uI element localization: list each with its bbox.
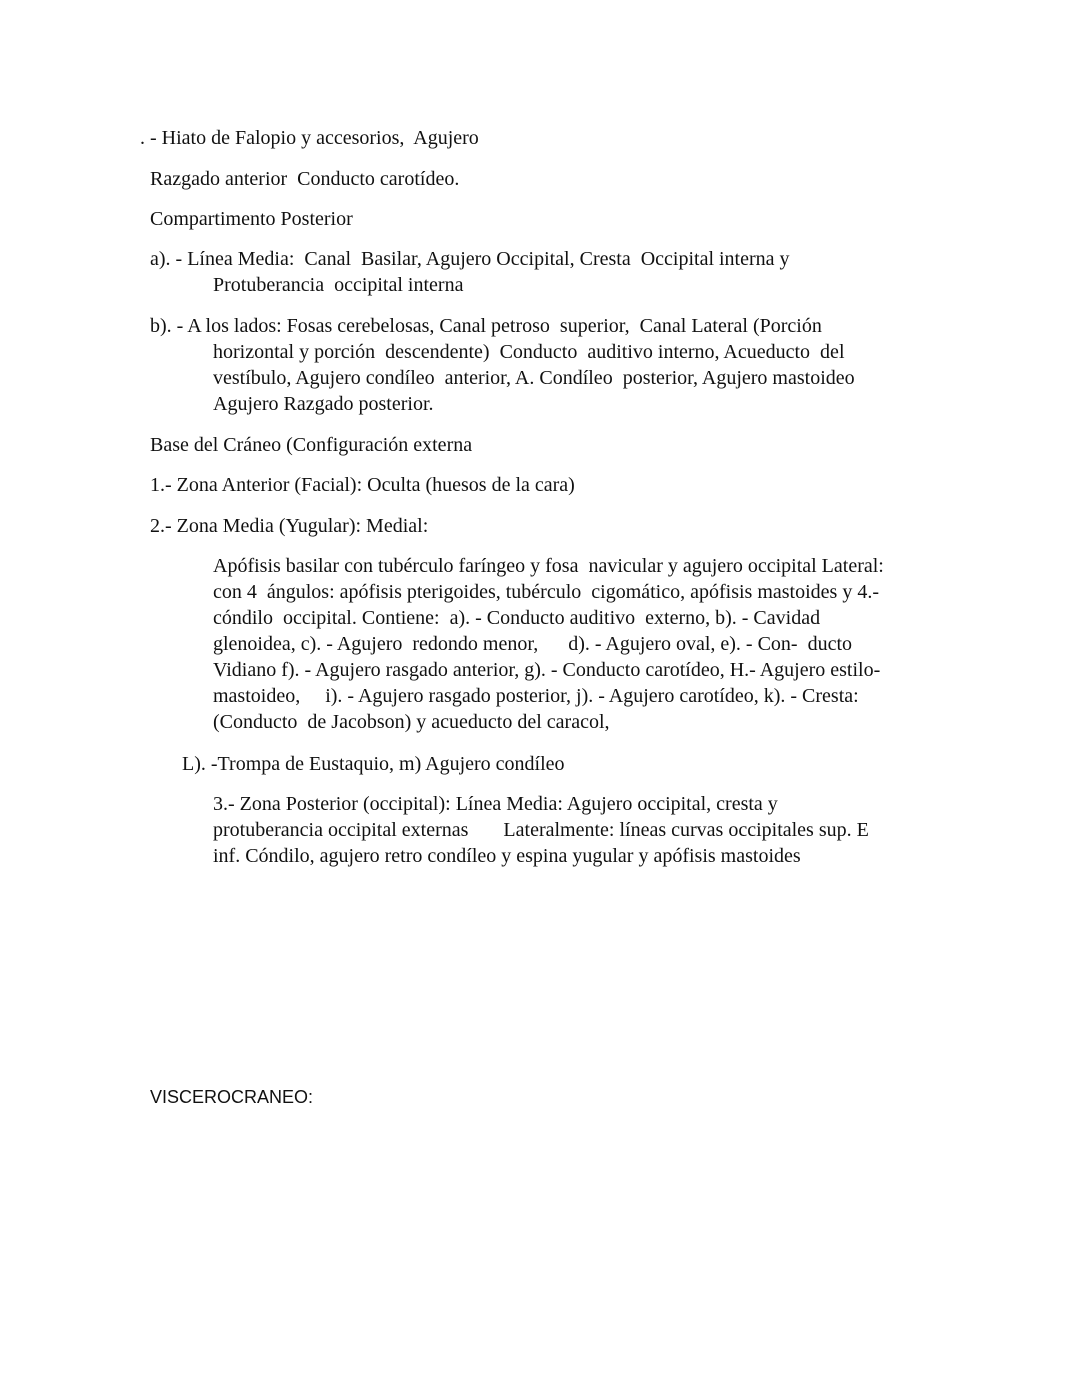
text-line: . - Hiato de Falopio y accesorios, Agujero: [140, 127, 479, 149]
text-line: Razgado anterior Conducto carotídeo.: [150, 168, 460, 190]
section-heading: Base del Cráneo (Configuración externa: [150, 434, 473, 456]
text-line: 2.- Zona Media (Yugular): Medial:: [150, 515, 429, 537]
text-line: (Conducto de Jacobson) y acueducto del caracol,: [213, 711, 610, 733]
text-line: mastoideo, i). - Agujero rasgado posterior, j). - Agujero carotídeo, k). - Cresta:: [213, 685, 859, 707]
section-heading-viscerocraneo: VISCEROCRANEO:: [150, 1087, 314, 1107]
text-line: protuberancia occipital externas Lateralmente: líneas curvas occipitales sup. E: [213, 819, 869, 841]
text-line: L). -Trompa de Eustaquio, m) Agujero condíleo: [182, 753, 565, 775]
section-heading: Compartimento Posterior: [150, 208, 353, 230]
text-line: vestíbulo, Agujero condíleo anterior, A. Condíleo posterior, Agujero mastoideo: [213, 367, 855, 389]
text-line: Protuberancia occipital interna: [213, 274, 464, 296]
text-line: horizontal y porción descendente) Conducto auditivo interno, Acueducto del: [213, 341, 845, 363]
text-line: Apófisis basilar con tubérculo faríngeo y fosa navicular y agujero occipital Lateral:: [213, 555, 884, 577]
text-line: Vidiano f). - Agujero rasgado anterior, g). - Conducto carotídeo, H.- Agujero estilo-: [213, 659, 881, 681]
text-line: a). - Línea Media: Canal Basilar, Agujero Occipital, Cresta Occipital interna y: [150, 248, 790, 270]
text-line: 1.- Zona Anterior (Facial): Oculta (huesos de la cara): [150, 474, 575, 496]
text-line: con 4 ángulos: apófisis pterigoides, tubérculo cigomático, apófisis mastoides y 4.-: [213, 581, 879, 603]
text-line: b). - A los lados: Fosas cerebelosas, Canal petroso superior, Canal Lateral (Porción: [150, 315, 822, 337]
text-line: glenoidea, c). - Agujero redondo menor, d). - Agujero oval, e). - Con- ducto: [213, 633, 853, 655]
text-line: 3.- Zona Posterior (occipital): Línea Media: Agujero occipital, cresta y: [213, 793, 778, 815]
text-line: cóndilo occipital. Contiene: a). - Conducto auditivo externo, b). - Cavidad: [213, 607, 821, 629]
text-line: Agujero Razgado posterior.: [213, 393, 434, 415]
text-line: inf. Cóndilo, agujero retro condíleo y espina yugular y apófisis mastoides: [213, 845, 801, 867]
